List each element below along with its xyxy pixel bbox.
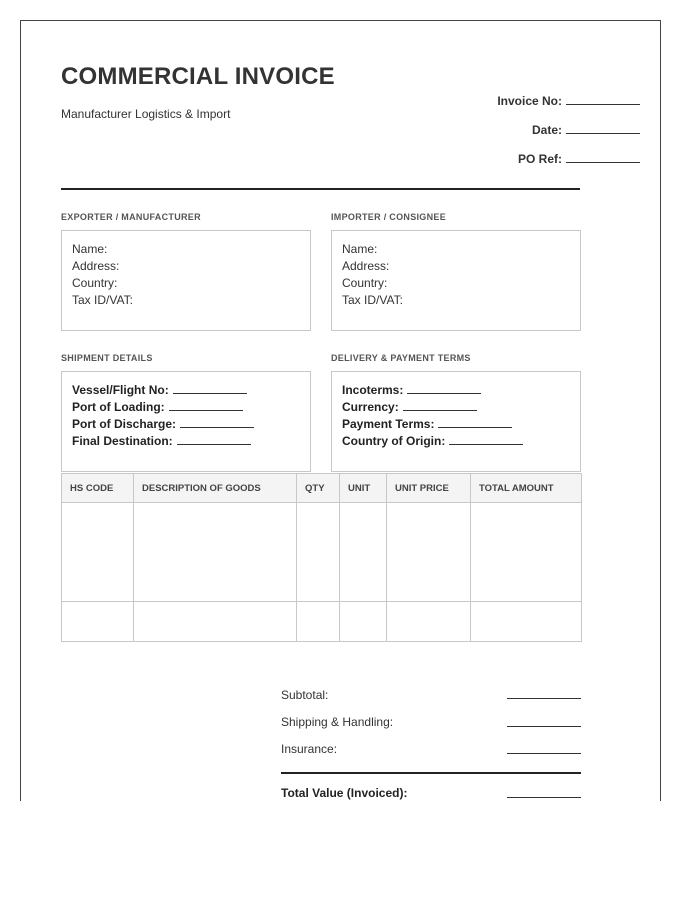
po-ref-field[interactable] (420, 152, 640, 166)
po-ref-blank[interactable] (566, 152, 640, 163)
final-destination-field[interactable] (72, 433, 300, 450)
country-of-origin-label: Country of Origin: (342, 434, 446, 448)
payment-terms-blank[interactable] (438, 418, 512, 428)
table-cell[interactable] (134, 602, 297, 642)
importer-address-field[interactable]: Address: (342, 259, 390, 273)
subtotal-blank[interactable] (507, 698, 581, 699)
po-ref-label: PO Ref: (517, 152, 562, 166)
table-cell[interactable] (387, 602, 471, 642)
country-of-origin-field[interactable] (342, 433, 570, 450)
currency-field[interactable] (342, 399, 570, 416)
table-row (62, 503, 582, 602)
shipment-box (61, 371, 311, 472)
column-header-total-amount: TOTAL AMOUNT (471, 474, 582, 503)
shipping-handling-label: Shipping & Handling: (281, 715, 394, 729)
exporter-name-field[interactable]: Name: (72, 242, 108, 256)
goods-table-header-row (62, 474, 582, 503)
column-header-qty: QTY (297, 474, 340, 503)
table-cell[interactable] (471, 503, 582, 602)
table-cell[interactable] (340, 602, 387, 642)
total-value-label: Total Value (Invoiced): (281, 786, 408, 800)
table-cell[interactable] (297, 503, 340, 602)
table-row (62, 602, 582, 642)
table-cell[interactable] (297, 602, 340, 642)
port-of-loading-label: Port of Loading: (72, 400, 165, 414)
incoterms-label: Incoterms: (342, 383, 404, 397)
table-cell[interactable] (471, 602, 582, 642)
country-of-origin-blank[interactable] (449, 435, 523, 445)
incoterms-blank[interactable] (407, 384, 481, 394)
vessel-flight-blank[interactable] (173, 384, 247, 394)
insurance-blank[interactable] (507, 753, 581, 754)
incoterms-field[interactable] (342, 382, 570, 399)
exporter-tax-field[interactable]: Tax ID/VAT: (72, 293, 133, 307)
vessel-flight-field[interactable] (72, 382, 300, 399)
subtotal-label: Subtotal: (281, 688, 329, 702)
exporter-address-field[interactable]: Address: (72, 259, 120, 273)
currency-label: Currency: (342, 400, 399, 414)
final-destination-label: Final Destination: (72, 434, 173, 448)
vessel-flight-label: Vessel/Flight No: (72, 383, 169, 397)
port-of-discharge-blank[interactable] (180, 418, 254, 428)
column-header-hs-code: HS CODE (62, 474, 134, 503)
importer-tax-field[interactable]: Tax ID/VAT: (342, 293, 403, 307)
date-blank[interactable] (566, 123, 640, 134)
invoice-no-label: Invoice No: (497, 94, 562, 108)
invoice-subtitle: Manufacturer Logistics & Import (61, 107, 231, 121)
insurance-label: Insurance: (281, 742, 338, 756)
table-cell[interactable] (62, 503, 134, 602)
total-value-blank[interactable] (507, 797, 581, 798)
delivery-section-label: DELIVERY & PAYMENT TERMS (331, 353, 471, 363)
date-field[interactable] (420, 123, 640, 137)
table-cell[interactable] (62, 602, 134, 642)
port-of-discharge-field[interactable] (72, 416, 300, 433)
table-cell[interactable] (387, 503, 471, 602)
shipment-section-label: SHIPMENT DETAILS (61, 353, 153, 363)
table-cell[interactable] (340, 503, 387, 602)
date-label: Date: (531, 123, 562, 137)
port-of-loading-field[interactable] (72, 399, 300, 416)
exporter-section-label: EXPORTER / MANUFACTURER (61, 212, 201, 222)
exporter-country-field[interactable]: Country: (72, 276, 118, 290)
delivery-box (331, 371, 581, 472)
final-destination-blank[interactable] (177, 435, 251, 445)
exporter-box (61, 230, 311, 331)
importer-section-label: IMPORTER / CONSIGNEE (331, 212, 447, 222)
port-of-discharge-label: Port of Discharge: (72, 417, 177, 431)
invoice-title: COMMERCIAL INVOICE (61, 63, 335, 90)
payment-terms-label: Payment Terms: (342, 417, 435, 431)
shipping-handling-blank[interactable] (507, 726, 581, 727)
header-divider (61, 188, 580, 190)
goods-table (61, 473, 582, 642)
importer-box (331, 230, 581, 331)
table-cell[interactable] (134, 503, 297, 602)
column-header-unit-price: UNIT PRICE (387, 474, 471, 503)
importer-name-field[interactable]: Name: (342, 242, 378, 256)
column-header-unit: UNIT (340, 474, 387, 503)
port-of-loading-blank[interactable] (169, 401, 243, 411)
totals-divider (281, 772, 581, 774)
importer-country-field[interactable]: Country: (342, 276, 388, 290)
invoice-no-blank[interactable] (566, 94, 640, 105)
invoice-no-field[interactable] (420, 94, 640, 108)
payment-terms-field[interactable] (342, 416, 570, 433)
column-header-description: DESCRIPTION OF GOODS (134, 474, 297, 503)
currency-blank[interactable] (403, 401, 477, 411)
